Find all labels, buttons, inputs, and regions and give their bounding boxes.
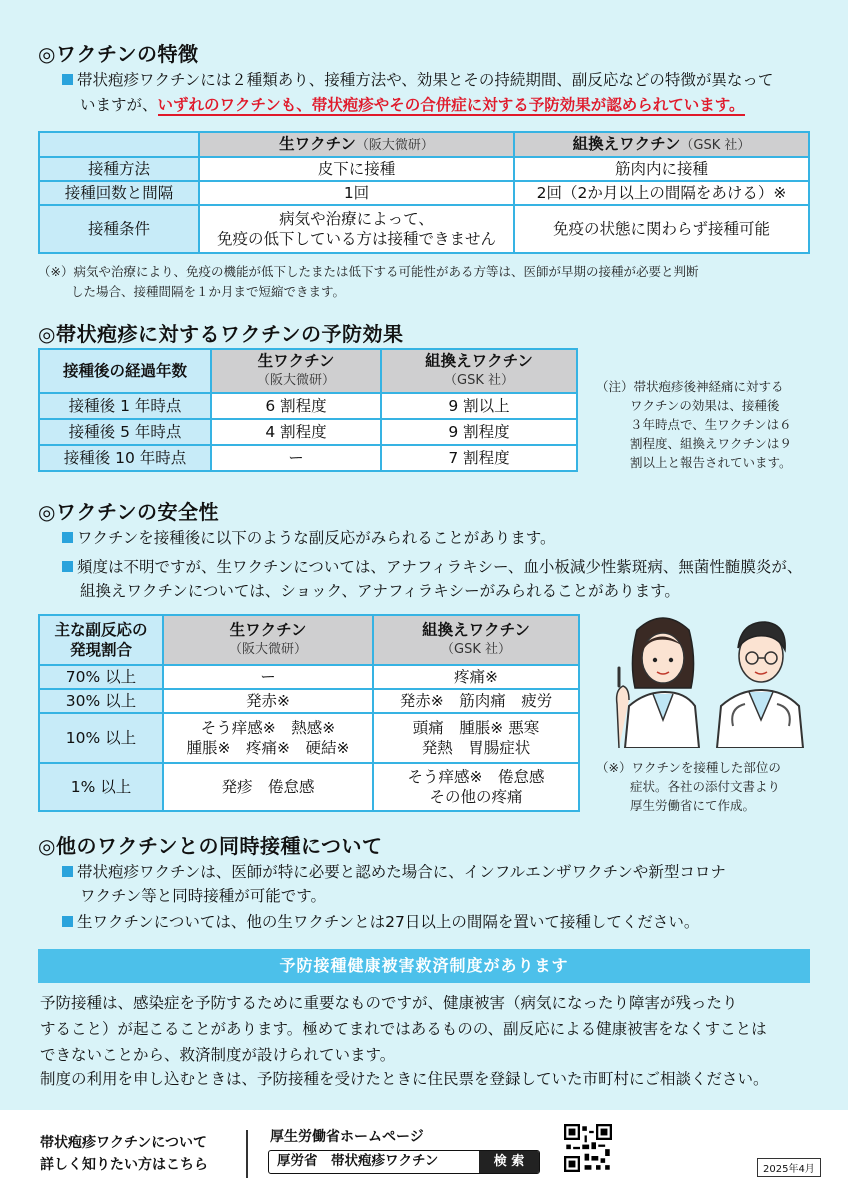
- coadmin-text-3: 生ワクチンについては、他の生ワクチンとは27日以上の間隔を置いて接種してください。: [62, 910, 699, 934]
- table-row: 10% 以上 そう痒感※ 熱感※ 腫脹※ 疼痛※ 硬結※ 頭痛 腫脹※ 悪寒 発熱 胃腸症状: [39, 713, 579, 763]
- table-row: 接種回数と間隔 1回 2回（2か月以上の間隔をあける）※: [39, 181, 809, 205]
- doctors-illustration-icon: [605, 608, 810, 748]
- table-row: 30% 以上 発赤※ 発赤※ 筋肉痛 疲労: [39, 689, 579, 713]
- divider: [246, 1130, 248, 1178]
- table-row: 接種後 5 年時点 4 割程度 9 割程度: [39, 419, 577, 445]
- safety-text-2: 頻度は不明ですが、生ワクチンについては、アナフィラキシー、血小板減少性紫斑病、無菌性髄膜炎が、: [62, 555, 802, 579]
- side-effects-table: 主な副反応の 発現割合 生ワクチン （阪大微研） 組換えワクチン （GSK 社） 70% 以上 ー 疼痛※ 30% 以上 発赤※ 発赤※ 筋肉痛 疲労 10% 以上 そう痒感※ 熱感※ 腫脹※ 疼痛※ 硬結※ 頭痛 腫脹※ 悪寒 発熱 胃腸症状 1% 以上 発疹 倦怠感 そう痒感※ 倦怠感 その他の疼痛: [38, 614, 580, 812]
- relief-text-4: 制度の利用を申し込むときは、予防接種を受けたときに住民票を登録していた市町村にご相談ください。: [40, 1070, 769, 1088]
- search-button[interactable]: 検 索: [479, 1151, 539, 1173]
- note-interval-2: した場合、接種間隔を１か月まで短縮できます。: [71, 284, 346, 299]
- table-row: 接種後 1 年時点 6 割程度 9 割以上: [39, 393, 577, 419]
- bullet-square-icon: [62, 866, 73, 877]
- relief-text-1: 予防接種は、感染症を予防するために重要なものですが、健康被害（病気になったり障害が残ったり: [40, 994, 738, 1012]
- bullet-square-icon: [62, 74, 73, 85]
- table-row: 1% 以上 発疹 倦怠感 そう痒感※ 倦怠感 その他の疼痛: [39, 763, 579, 811]
- efficacy-table: 接種後の経過年数 生ワクチン （阪大微研） 組換えワクチン （GSK 社） 接種後 1 年時点 6 割程度 9 割以上 接種後 5 年時点 4 割程度 9 割程度 接種後 10 年時点 ー 7 割程度: [38, 348, 578, 472]
- coadmin-text-1: 帯状疱疹ワクチンは、医師が特に必要と認めた場合に、インフルエンザワクチンや新型コロナ: [62, 860, 726, 884]
- safety-side-note: （※）ワクチンを接種した部位の 症状。各社の添付文書より 厚生労働省にて作成。: [596, 760, 781, 813]
- table-row: 接種条件 病気や治療によって、 免疫の低下している方は接種できません 免疫の状態に関わらず接種可能: [39, 205, 809, 253]
- note-interval-1: （※）病気や治療により、免疫の機能が低下したまたは低下する可能性がある方等は、医師が早期の接種が必要と判断: [38, 264, 699, 279]
- bullet-square-icon: [62, 916, 73, 927]
- search-text: 厚労省 帯状疱疹ワクチン: [277, 1153, 439, 1169]
- bullet-square-icon: [62, 561, 73, 572]
- highlight-text: いずれのワクチンも、帯状疱疹やその合併症に対する予防効果が認められています。: [157, 96, 745, 114]
- table-row: 接種方法 皮下に接種 筋肉内に接種: [39, 157, 809, 181]
- features-text-2: いますが、いずれのワクチンも、帯状疱疹やその合併症に対する予防効果が認められています。: [80, 96, 745, 114]
- issue-date: 2025年4月: [757, 1158, 821, 1177]
- features-text-1: 帯状疱疹ワクチンには２種類あり、接種方法や、効果とその持続期間、副反応などの特徴が異なって: [62, 68, 773, 92]
- footer-info-1: 帯状疱疹ワクチンについて: [40, 1135, 208, 1151]
- safety-text-3: 組換えワクチンについては、ショック、アナフィラキシーがみられることがあります。: [80, 582, 680, 600]
- features-table: [38, 131, 810, 254]
- table-row: 70% 以上 ー 疼痛※: [39, 665, 579, 689]
- footer-info-2: 詳しく知りたい方はこちら: [40, 1157, 208, 1173]
- coadmin-text-2: ワクチン等と同時接種が可能です。: [80, 887, 326, 905]
- col-recombinant-vaccine: 組換えワクチン（GSK 社）: [514, 132, 809, 157]
- efficacy-side-note: （注）帯状疱疹後神経痛に対する ワクチンの効果は、接種後 ３年時点で、生ワクチンは６ 割程度、組換えワクチンは９ 割以上と報告されています。: [596, 379, 792, 470]
- safety-text-1: ワクチンを接種後に以下のような副反応がみられることがあります。: [62, 526, 556, 550]
- footer-hp-label: 厚生労働省ホームページ: [270, 1129, 424, 1145]
- footer: [0, 1110, 848, 1200]
- section-heading-features: ◎ワクチンの特徴: [38, 42, 199, 66]
- section-heading-efficacy: ◎帯状疱疹に対するワクチンの予防効果: [38, 322, 404, 346]
- table-row: 接種後 10 年時点 ー 7 割程度: [39, 445, 577, 471]
- bullet-square-icon: [62, 532, 73, 543]
- qr-code-icon[interactable]: [564, 1124, 612, 1172]
- col-live-vaccine: 生ワクチン（阪大微研）: [199, 132, 514, 157]
- section-heading-coadministration: ◎他のワクチンとの同時接種について: [38, 834, 383, 858]
- section-heading-safety: ◎ワクチンの安全性: [38, 500, 219, 524]
- relief-banner: 予防接種健康被害救済制度があります: [38, 949, 810, 983]
- search-box[interactable]: [268, 1150, 540, 1174]
- relief-text-3: できないことから、救済制度が設けられています。: [40, 1046, 396, 1064]
- relief-text-2: すること）が起こることがあります。極めてまれではあるものの、副反応による健康被害をなくすことは: [40, 1020, 767, 1038]
